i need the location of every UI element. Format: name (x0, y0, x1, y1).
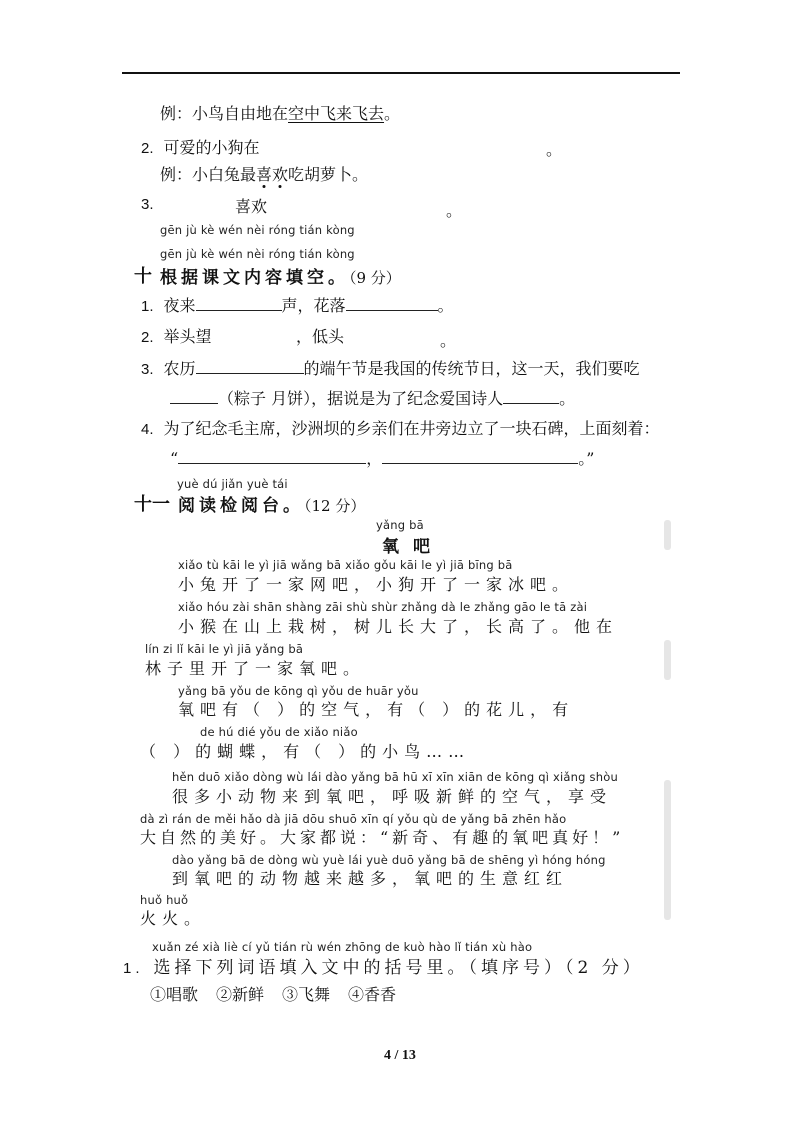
emphasis-dot (279, 185, 282, 188)
item-end: 。 (559, 389, 576, 408)
open-quote: “ (170, 449, 179, 468)
blank-field[interactable] (503, 389, 559, 404)
fill-item-3 (141, 356, 640, 379)
story-line: 林子里开了一家氧吧。 (145, 659, 366, 678)
section-pinyin: gēn jù kè wén nèi róng tián kòng (160, 247, 355, 261)
example-underlined: 空中飞来飞去 (288, 104, 385, 123)
item-text: 的端午节是我国的传统节日，这一天，我们要吃 (303, 359, 640, 378)
item-number: 2. (141, 329, 154, 346)
option-item: ④香香 (348, 985, 397, 1004)
story-pinyin: xiǎo tù kāi le yì jiā wǎng bā xiǎo gǒu kāi le yì jiā bīng bā (178, 558, 513, 572)
section-10-heading (134, 262, 401, 288)
emphasis-char (256, 165, 272, 184)
reading-question-1 (123, 953, 644, 978)
example-end: 。 (384, 104, 401, 123)
story-pinyin: dào yǎng bā de dòng wù yuè lái yuè duō yǎng bā de shēng yì hóng hóng (172, 853, 606, 867)
item-text: （粽子 月饼），据说是为了纪念爱国诗人 (218, 389, 504, 408)
emphasis-char (272, 165, 288, 184)
section-title-text: 阅读检阅台。 (178, 495, 304, 516)
item-number: 3. (141, 361, 154, 378)
blank-field[interactable] (196, 359, 304, 374)
item-number: 4. (141, 421, 154, 438)
section-number: 十一 (134, 494, 170, 515)
emphasis-char-text: 喜 (256, 165, 273, 184)
question-number: 1. (123, 960, 144, 977)
option-item: ②新鲜 (216, 985, 265, 1004)
fill-item-1 (141, 293, 454, 316)
blank-field[interactable] (196, 296, 282, 311)
story-line: 小兔开了一家网吧，小狗开了一家冰吧。 (178, 575, 575, 594)
blank-field[interactable] (346, 296, 438, 311)
item-text: ，低头 (296, 327, 345, 346)
comma: ， (366, 449, 383, 468)
story-pinyin: huǒ huǒ (140, 893, 189, 907)
emphasis-dot (263, 185, 266, 188)
scan-margin-mark (664, 780, 671, 920)
blank-field[interactable] (178, 449, 366, 464)
question-end-mark: 。 (446, 201, 463, 220)
section-title (160, 263, 401, 288)
story-line: 到氧吧的动物越来越多，氧吧的生意红红 (172, 869, 569, 888)
item-text: 声，花落 (281, 296, 346, 315)
section-points: （12 分） (304, 496, 366, 515)
story-pinyin: hěn duō xiǎo dòng wù lái dào yǎng bā hū xī xīn xiān de kōng qì xiǎng shòu (172, 770, 618, 784)
item-end: 。 (437, 296, 454, 315)
story-title-pinyin: yǎng bā (376, 518, 424, 532)
fill-item-4-quote (170, 446, 594, 469)
scan-margin-mark (664, 520, 671, 550)
story-line: 大自然的美好。大家都说：“新奇、有趣的氧吧真好！” (140, 828, 625, 847)
example-text: 例：小白兔最 (160, 165, 257, 184)
story-line: 很多小动物来到氧吧，呼吸新鲜的空气，享受 (172, 787, 613, 806)
section-number: 十 (134, 266, 152, 287)
story-pinyin: xiǎo hóu zài shān shàng zāi shù shùr zhǎng dà le zhǎng gāo le tā zài (178, 600, 588, 614)
item-text: 夜来 (163, 296, 196, 315)
example-end: 吃胡萝卜。 (288, 165, 369, 184)
story-pinyin: yǎng bā yǒu de kōng qì yǒu de huār yǒu (178, 684, 419, 698)
question-end-mark: 。 (546, 140, 563, 159)
item-text: 举头望 (163, 327, 212, 346)
pinyin-line: gēn jù kè wén nèi róng tián kòng (160, 223, 355, 237)
question-2 (141, 135, 260, 158)
story-title: 氧吧 (382, 537, 444, 557)
item-end: 。 (440, 331, 457, 350)
option-item: ①唱歌 (150, 985, 199, 1004)
story-pinyin: dà zì rán de měi hǎo dà jiā dōu shuō xīn qí yǒu qù de yǎng bā zhēn hǎo (140, 812, 567, 826)
story-line: 火火。 (140, 909, 207, 928)
emphasis-char-text: 欢 (272, 165, 289, 184)
story-pinyin: lín zi lǐ kāi le yì jiā yǎng bā (145, 642, 304, 656)
story-pinyin: de hú dié yǒu de xiǎo niǎo (200, 725, 358, 739)
question-number: 2. (141, 140, 154, 157)
question-text: 喜欢 (235, 197, 268, 216)
option-item: ③飞舞 (282, 985, 331, 1004)
section-title-text: 根据课文内容填空。 (160, 267, 349, 288)
question-pinyin: xuǎn zé xià liè cí yǔ tián rù wén zhōng de kuò hào lǐ tián xù hào (152, 940, 533, 954)
section-title (178, 491, 365, 516)
blank-field[interactable] (170, 389, 218, 404)
item-text: 农历 (163, 359, 196, 378)
question-text: 选择下列词语填入文中的括号里。（填序号）（2 分） (153, 958, 644, 978)
header-rule (122, 72, 680, 74)
example-sentence-1 (160, 101, 400, 124)
story-line: （ ）的蝴蝶，有（ ）的小鸟…… (140, 742, 471, 761)
section-points: （9 分） (349, 268, 401, 287)
item-number: 1. (141, 298, 154, 315)
section-pinyin: yuè dú jiǎn yuè tái (177, 477, 288, 491)
fill-item-3-cont (170, 386, 575, 409)
word-options (150, 982, 414, 1005)
example-sentence-2 (160, 162, 368, 185)
story-line: 小猴在山上栽树，树儿长大了，长高了。他在 (178, 617, 619, 636)
close-quote: 。” (578, 449, 595, 468)
question-number: 3. (141, 196, 154, 213)
example-text: 例：小鸟自由地在 (160, 104, 289, 123)
story-line: 氧吧有（ ）的空气，有（ ）的花儿，有 (178, 700, 575, 719)
page-number: 4 / 13 (384, 1048, 416, 1063)
blank-field[interactable] (382, 449, 578, 464)
section-11-heading (134, 490, 365, 516)
question-3 (141, 194, 164, 213)
fill-item-4 (141, 416, 660, 439)
item-text: 为了纪念毛主席，沙洲坝的乡亲们在井旁边立了一块石碑，上面刻着： (163, 419, 660, 438)
question-text: 可爱的小狗在 (163, 138, 260, 157)
scan-margin-mark (664, 640, 671, 680)
fill-item-2 (141, 324, 212, 347)
